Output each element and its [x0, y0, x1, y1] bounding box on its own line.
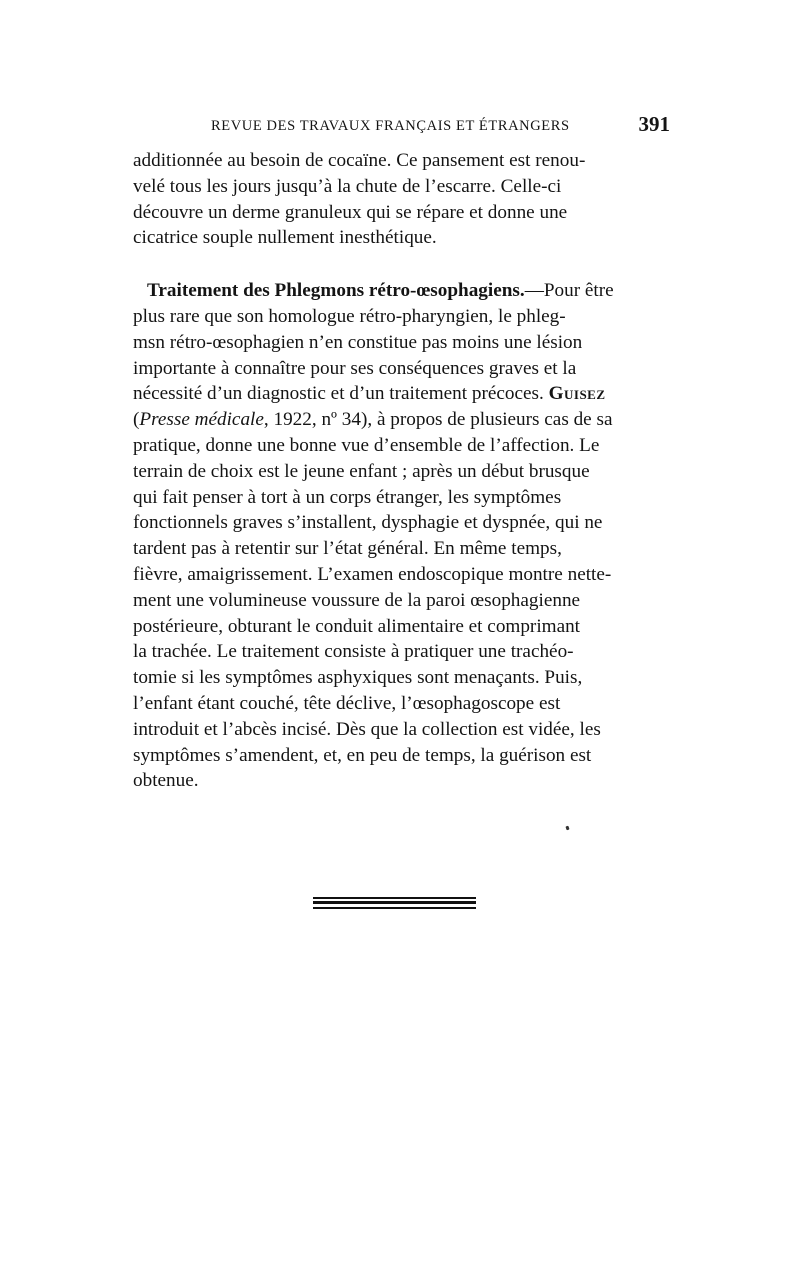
- journal-title: Presse médicale: [139, 409, 264, 431]
- end-rule-ornament: [313, 897, 476, 911]
- end-rule-line: [313, 897, 476, 899]
- paragraph-phlegmons: [133, 278, 670, 794]
- body-text: [133, 148, 670, 794]
- ink-speck: [565, 826, 569, 831]
- citation-open: (: [133, 409, 140, 431]
- section-heading: Traitement des Phlegmons rétro-œsophagiens.: [147, 280, 525, 302]
- paragraph-intro: —Pour être plus rare que son homologue rétro-pharyngien, le phleg- msn rétro-œsophagien n’en constitue pas moins une lésion importante à connaître pour ses conséquences graves et la nécessité d’un diagnostic et d’un traitement précoces.: [133, 280, 614, 405]
- running-head: [133, 112, 670, 142]
- running-title: REVUE DES TRAVAUX FRANÇAIS ET ÉTRANGERS: [211, 118, 570, 134]
- citation-rest: , 1922, nº 34), à propos de plusieurs cas de sa pratique, donne une bonne vue d’ensemble de l’affection. Le terrain de choix est le jeune enfant ; après un début brusque qui fait penser à tort à un corps étranger, les symptômes fonctionnels graves s’installent, dysphagie et dyspnée, qui ne tardent pas à retentir sur l’état général. En même temps, fièvre, amaigrissement. L’examen endoscopique montre nette- ment une volumineuse voussure de la paroi œsophagienne postérieure, obturant le conduit alimentaire et comprimant la trachée. Le traitement consiste à pratiquer une trachéo- tomie si les symptômes asphyxiques sont menaçants. Puis, l’enfant étant couché, tête déclive, l’œsophagoscope est introduit et l’abcès incisé. Dès que la collection est vidée, les symptômes s’amendent, et, en peu de temps, la guérison est obtenue.: [133, 409, 613, 792]
- page-number: 391: [638, 112, 670, 136]
- paragraph-continuation: additionnée au besoin de cocaïne. Ce pansement est renou- velé tous les jours jusqu’à la chute de l’escarre. Celle-ci découvre un derme granuleux qui se répare et donne une cicatrice souple nullement inesthétique.: [133, 150, 586, 249]
- end-rule-line: [313, 907, 476, 909]
- end-rule-line: [313, 901, 476, 904]
- author-name: Guisez: [548, 383, 606, 405]
